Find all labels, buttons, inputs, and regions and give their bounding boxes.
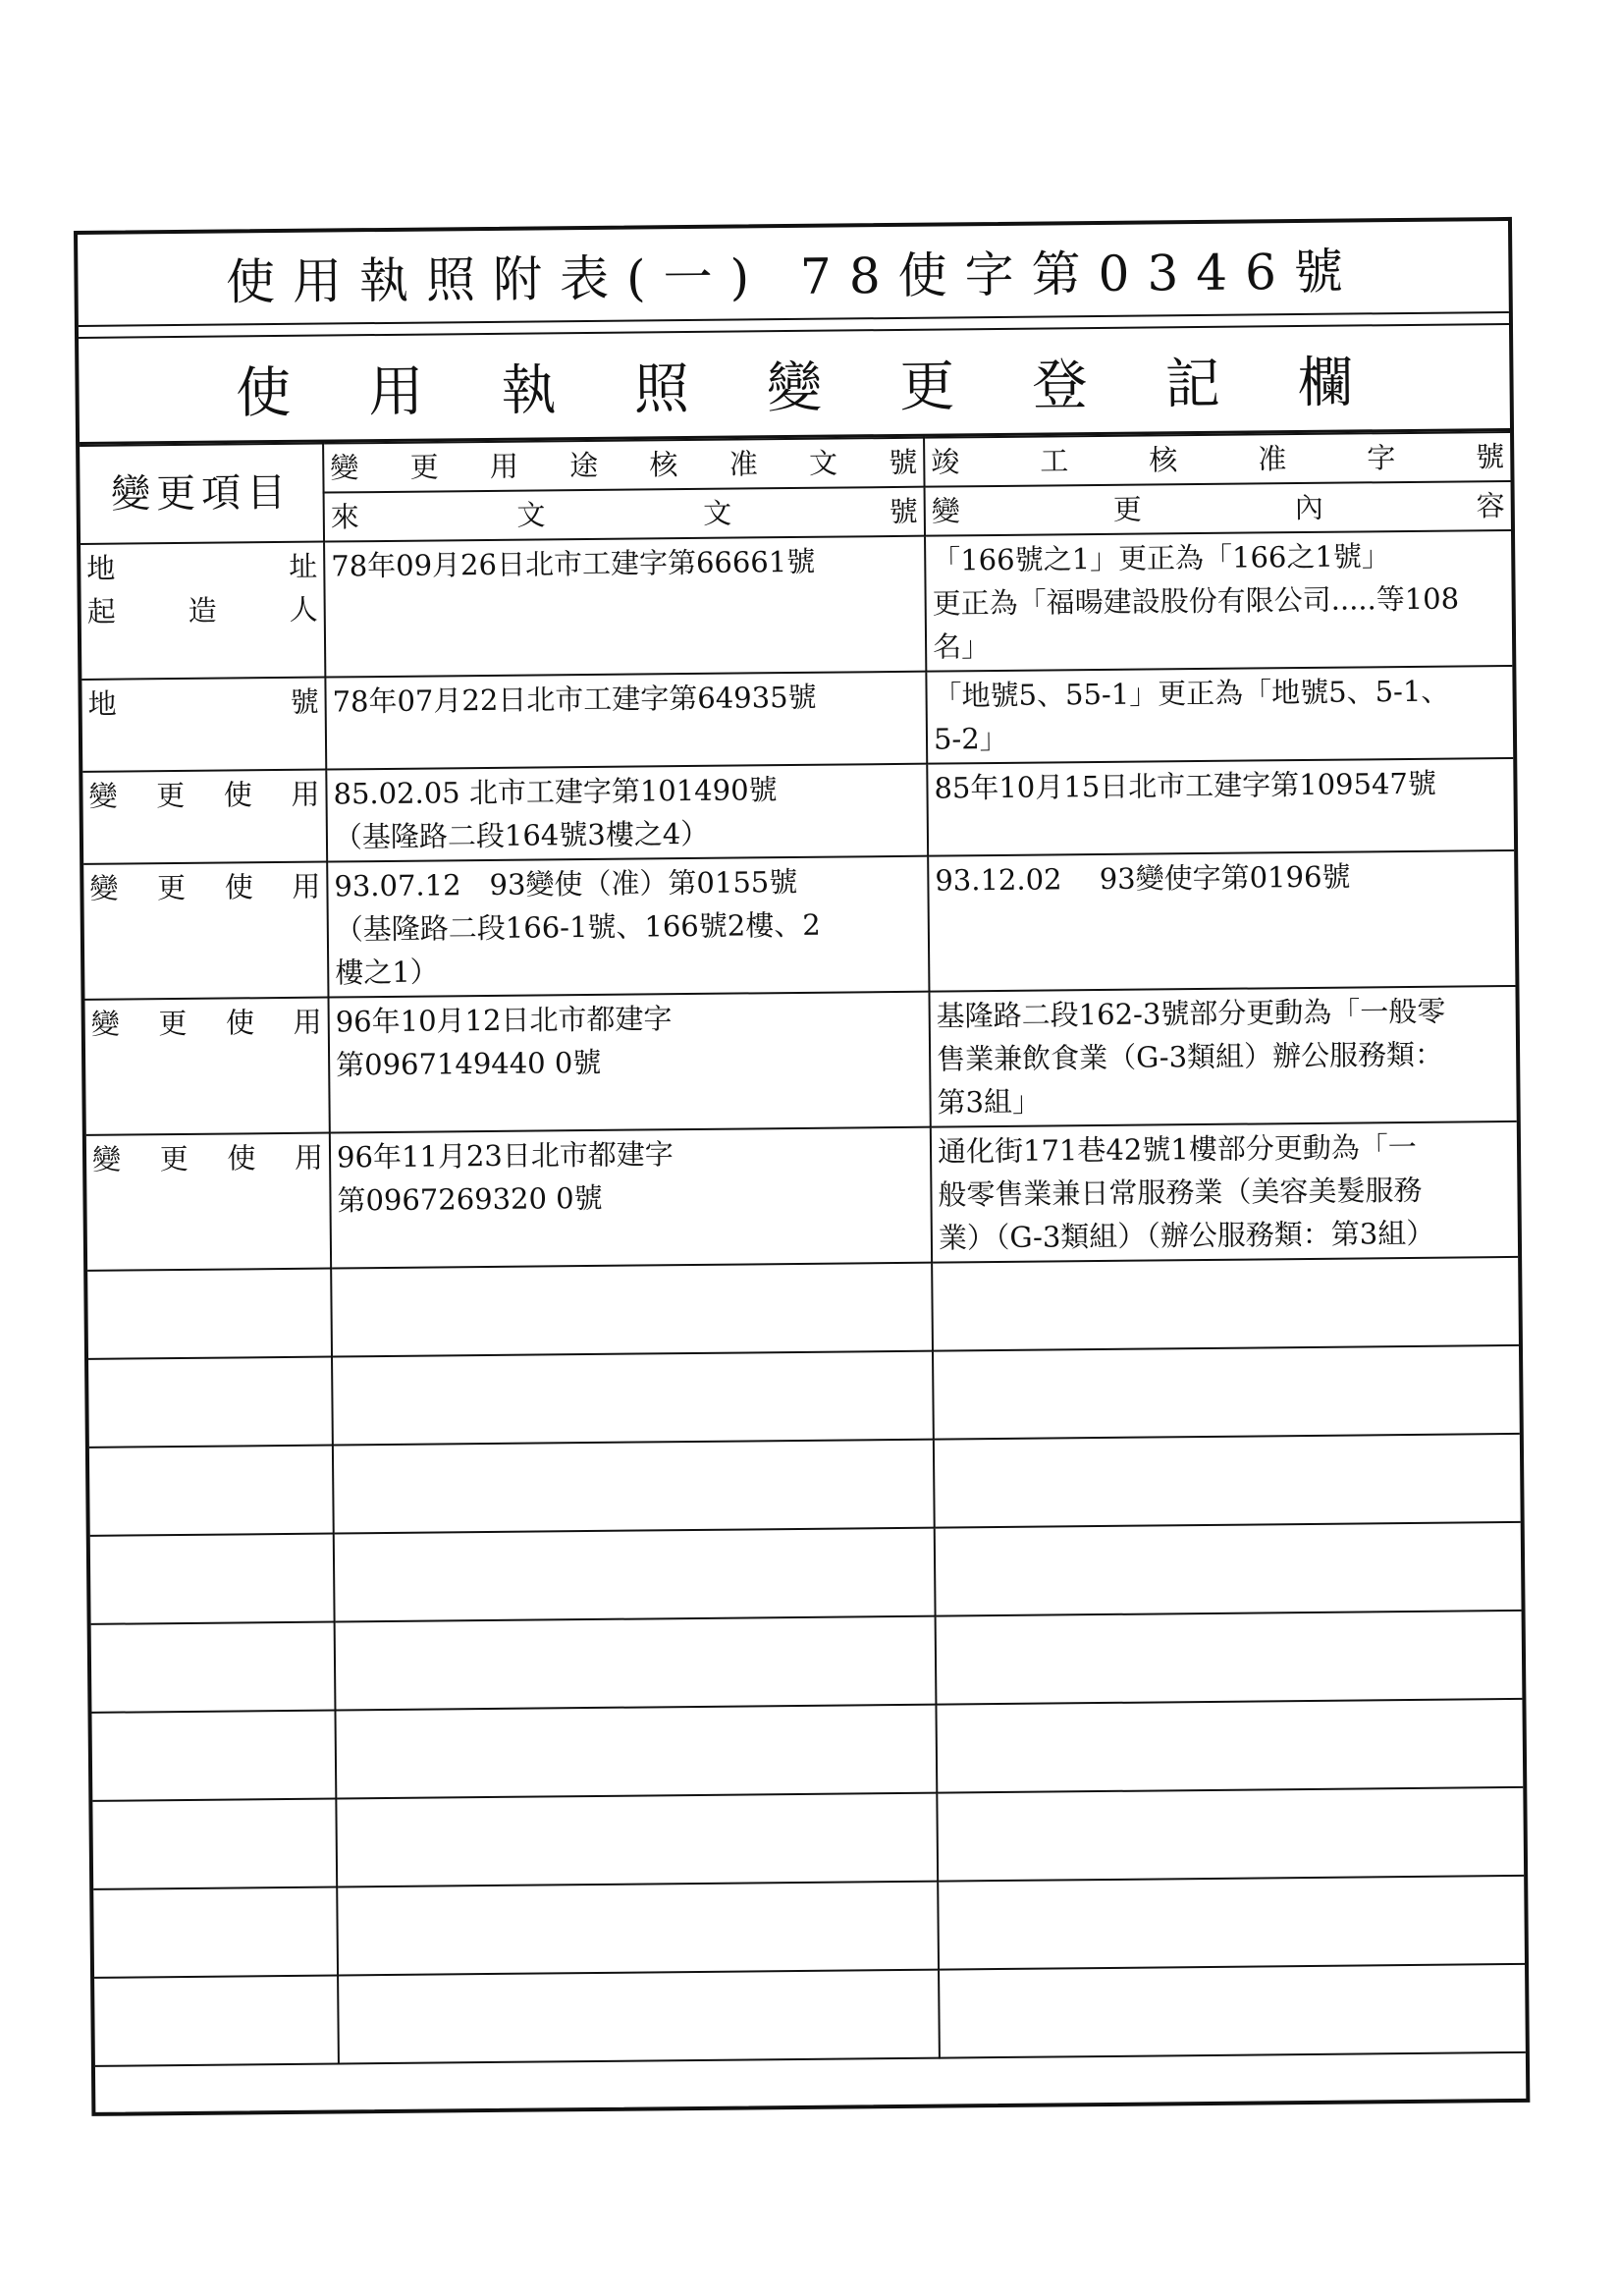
empty-row bbox=[90, 1522, 1522, 1624]
incoming-doc-header: 來 文 文 號 bbox=[324, 487, 925, 542]
change-content-cell bbox=[925, 530, 1512, 672]
completion-doc-header: 竣 工 核 准 字 號 bbox=[924, 432, 1510, 487]
section-title-char: 變 bbox=[766, 355, 823, 420]
change-content-cell bbox=[929, 986, 1516, 1127]
content-line: 名」 bbox=[932, 629, 991, 664]
empty-row bbox=[87, 1257, 1519, 1359]
form-title: 使用執照附表(一) 78使字第0346號 bbox=[78, 221, 1509, 327]
empty-cell bbox=[938, 1876, 1525, 1970]
empty-cell bbox=[93, 1887, 338, 1978]
change-item-cell: 變 更 使 用 bbox=[82, 770, 327, 864]
content-line: 通化街171巷42號1樓部分更動為「一 bbox=[937, 1129, 1417, 1169]
doc-line: 93.07.12 93變使（准）第0155號 bbox=[334, 864, 798, 903]
approval-doc-cell bbox=[324, 536, 926, 678]
table-row bbox=[83, 850, 1515, 1000]
empty-row bbox=[92, 1787, 1524, 1889]
section-title-char: 使 bbox=[235, 360, 292, 425]
empty-cell bbox=[934, 1434, 1521, 1528]
content-line: 基隆路二段162-3號部分更動為「一般零 bbox=[936, 994, 1446, 1033]
approval-doc-cell bbox=[329, 992, 931, 1133]
section-title-char: 記 bbox=[1164, 352, 1221, 416]
doc-line: 第0967269320 0號 bbox=[337, 1180, 603, 1218]
content-line: 「地號5、55-1」更正為「地號5、5-1、 bbox=[933, 674, 1450, 713]
table-row bbox=[81, 666, 1513, 772]
change-item-cell: 變 更 使 用 bbox=[85, 998, 330, 1135]
empty-cell bbox=[92, 1799, 337, 1889]
doc-line: 78年07月22日北市工建字第64935號 bbox=[332, 680, 817, 719]
empty-cell bbox=[88, 1357, 333, 1448]
change-item-cell: 變 更 使 用 bbox=[83, 862, 328, 1000]
license-form bbox=[74, 217, 1530, 2116]
section-title-char: 更 bbox=[898, 354, 955, 419]
change-item-cell: 地 號 bbox=[81, 678, 326, 772]
content-line: 93.12.02 93變使字第0196號 bbox=[935, 859, 1351, 898]
doc-line: 樓之1） bbox=[335, 955, 439, 990]
content-line: 第3組」 bbox=[937, 1084, 1042, 1120]
content-line: 5-2」 bbox=[933, 721, 1008, 756]
doc-line: 96年11月23日北市都建字 bbox=[336, 1137, 674, 1175]
empty-cell bbox=[933, 1345, 1520, 1440]
content-line: 售業兼飲食業（G-3類組）辦公服務類： bbox=[936, 1037, 1444, 1076]
doc-line: 96年10月12日北市都建字 bbox=[335, 1002, 673, 1039]
empty-cell bbox=[90, 1534, 335, 1624]
content-line: 85年10月15日北市工建字第109547號 bbox=[934, 766, 1437, 805]
change-item-cell: 變 更 使 用 bbox=[86, 1133, 331, 1271]
empty-cell bbox=[87, 1269, 332, 1359]
empty-cell bbox=[937, 1787, 1524, 1882]
empty-cell bbox=[932, 1257, 1519, 1351]
approval-doc-cell bbox=[330, 1127, 932, 1269]
doc-line: 第0967149440 0號 bbox=[336, 1045, 602, 1082]
empty-row bbox=[88, 1345, 1520, 1448]
empty-cell bbox=[91, 1711, 336, 1801]
content-line: 般零售業兼日常服務業（美容美髮服務 bbox=[938, 1173, 1423, 1212]
empty-cell bbox=[91, 1622, 336, 1713]
empty-cell bbox=[336, 1793, 938, 1887]
change-content-header: 變 更 內 容 bbox=[925, 481, 1511, 536]
empty-cell bbox=[89, 1446, 334, 1536]
empty-cell bbox=[939, 1964, 1526, 2058]
table-row bbox=[85, 986, 1517, 1135]
change-item-cell: 地 址 起 造 人 bbox=[81, 542, 325, 680]
content-line: 更正為「福暘建設股份有限公司.....等108 bbox=[932, 581, 1460, 621]
change-content-cell bbox=[927, 758, 1514, 856]
doc-line: 78年09月26日北市工建字第66661號 bbox=[331, 544, 816, 583]
change-item-header: 變更項目 bbox=[80, 444, 324, 544]
table-row bbox=[82, 758, 1514, 864]
section-title-char: 照 bbox=[633, 356, 690, 422]
approval-doc-cell bbox=[326, 764, 928, 862]
empty-cell bbox=[936, 1611, 1523, 1705]
doc-line: （基隆路二段164號3樓之4） bbox=[333, 816, 710, 854]
content-line: 「166號之1」更正為「166之1號」 bbox=[932, 539, 1391, 577]
empty-cell bbox=[335, 1616, 937, 1711]
section-title-char: 用 bbox=[368, 359, 424, 424]
empty-cell bbox=[332, 1351, 934, 1446]
empty-cell bbox=[333, 1440, 935, 1534]
doc-line: （基隆路二段166-1號、166號2樓、2 bbox=[334, 907, 821, 947]
section-title-char: 登 bbox=[1032, 353, 1088, 418]
change-register-table bbox=[80, 431, 1526, 2067]
content-line: 業）（G-3類組）（辦公服務類：第3組） bbox=[938, 1216, 1435, 1255]
empty-cell bbox=[331, 1263, 933, 1357]
approval-doc-cell bbox=[327, 856, 929, 998]
change-content-cell bbox=[931, 1121, 1518, 1263]
empty-row bbox=[91, 1611, 1523, 1713]
table-row bbox=[86, 1121, 1518, 1271]
empty-cell bbox=[94, 1975, 339, 2065]
empty-row bbox=[93, 1876, 1525, 1978]
empty-cell bbox=[335, 1705, 937, 1799]
empty-row bbox=[91, 1699, 1523, 1801]
approval-doc-cell bbox=[325, 672, 927, 770]
empty-row bbox=[89, 1434, 1521, 1536]
empty-cell bbox=[334, 1528, 936, 1622]
change-content-cell bbox=[926, 666, 1513, 764]
empty-cell bbox=[338, 1970, 940, 2064]
approval-doc-header: 變 更 用 途 核 准 文 號 bbox=[323, 438, 924, 493]
empty-cell bbox=[936, 1699, 1523, 1793]
section-title-char: 欄 bbox=[1297, 351, 1354, 415]
empty-row bbox=[94, 1964, 1526, 2066]
section-title bbox=[79, 323, 1510, 445]
change-content-cell bbox=[928, 850, 1515, 992]
empty-cell bbox=[337, 1882, 939, 1976]
section-title-char: 執 bbox=[501, 357, 557, 423]
table-row bbox=[81, 530, 1512, 680]
doc-line: 85.02.05 北市工建字第101490號 bbox=[333, 773, 778, 811]
empty-cell bbox=[935, 1522, 1522, 1616]
